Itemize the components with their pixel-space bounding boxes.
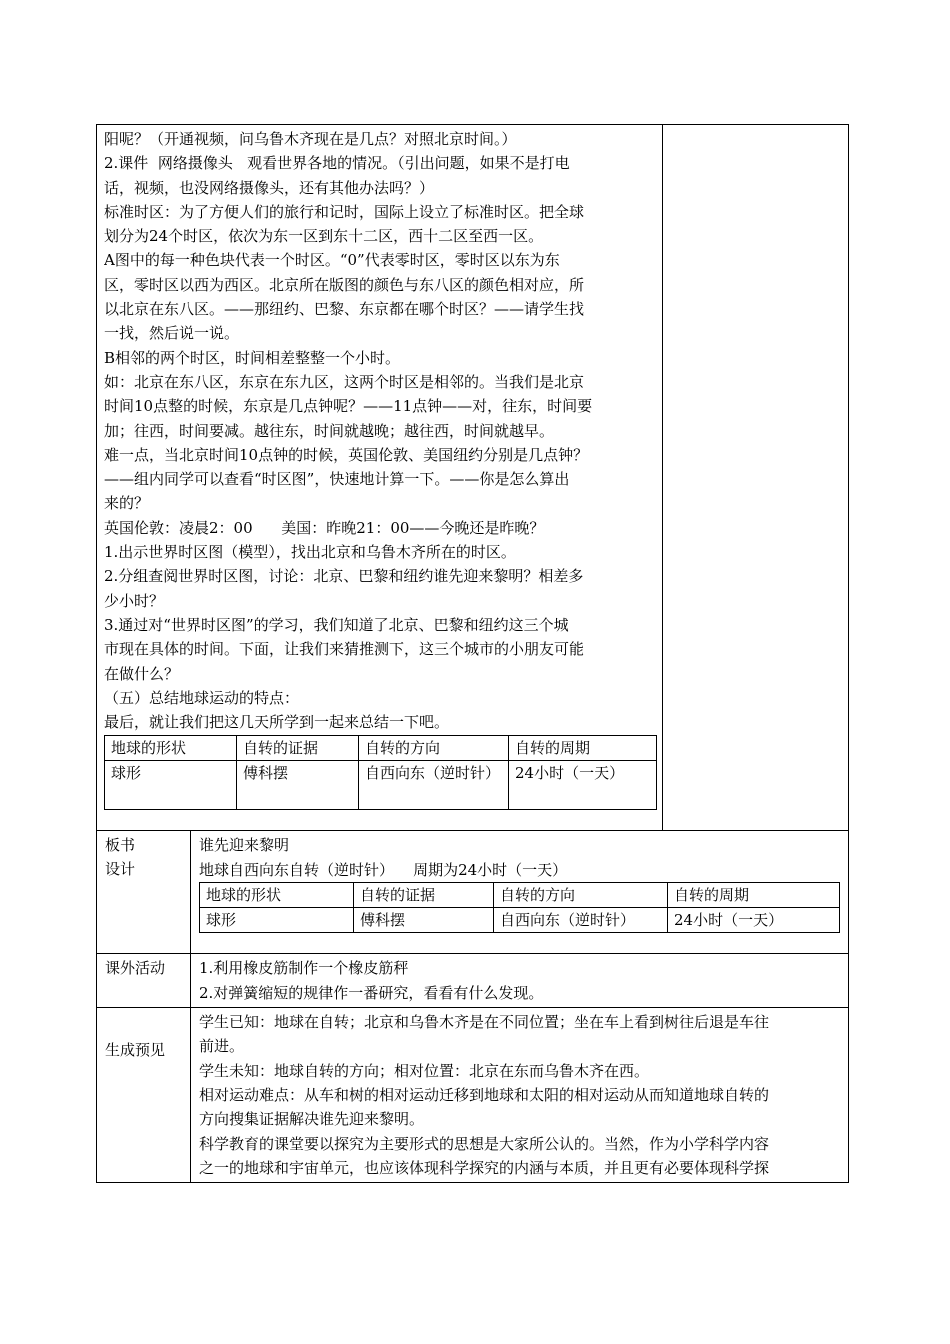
activities-row — [97, 954, 849, 1008]
board-table — [199, 882, 840, 933]
text-line: 话，视频，也没网络摄像头，还有其他办法吗？） — [104, 178, 435, 197]
summary-data-cell: 24小时（一天） — [509, 761, 657, 810]
text-line: B相邻的两个时区，时间相差整整一个小时。 — [104, 348, 401, 367]
board-label-cell — [97, 831, 191, 954]
summary-header-cell: 自转的证据 — [237, 736, 359, 761]
text-line: 英国伦敦：凌晨2：00 美国：昨晚21：00——今晚还是昨晚？ — [104, 518, 545, 537]
text-line: 2.分组查阅世界时区图，讨论：北京、巴黎和纽约谁先迎来黎明？相差多 — [104, 567, 584, 586]
board-subtitle: 地球自西向东自转（逆时针） 周期为24小时（一天） — [199, 860, 568, 879]
text-line: 难一点，当北京时间10点钟的时候，英国伦敦、美国纽约分别是几点钟？ — [104, 445, 589, 464]
activities-label: 课外活动 — [97, 954, 191, 1008]
text-line: 最后，就让我们把这几天所学到一起来总结一下吧。 — [104, 713, 450, 732]
preview-label-cell — [97, 1008, 191, 1183]
text-line: 科学教育的课堂要以探究为主要形式的思想是大家所公认的。当然，作为小学科学内容 — [199, 1134, 770, 1153]
preview-row — [97, 1008, 849, 1183]
board-data-cell: 自西向东（逆时针） — [494, 908, 668, 933]
text-line: 一找，然后说一说。 — [104, 324, 240, 343]
summary-data-cell: 傅科摆 — [237, 761, 359, 810]
text-line: 学生未知：地球自转的方向；相对位置：北京在东而乌鲁木齐在西。 — [199, 1061, 650, 1080]
text-line: 相对运动难点：从车和树的相对运动迁移到地球和太阳的相对运动从而知道地球自转的 — [199, 1085, 770, 1104]
preview-content — [191, 1008, 849, 1183]
board-data-row — [200, 908, 840, 933]
summary-data-cell: 自西向东（逆时针） — [359, 761, 509, 810]
text-line: 1.出示世界时区图（模型），找出北京和乌鲁木齐所在的时区。 — [104, 543, 516, 562]
lesson-plan-table — [96, 124, 849, 1183]
board-title: 谁先迎来黎明 — [199, 836, 290, 855]
lesson-text — [104, 127, 655, 734]
text-line: 2.课件 网络摄像头 观看世界各地的情况。（引出问题，如果不是打电 — [104, 154, 570, 173]
text-line: A图中的每一种色块代表一个时区。“0”代表零时区，零时区以东为东 — [104, 251, 560, 270]
text-line: 阳呢？（开通视频，问乌鲁木齐现在是几点？对照北京时间。） — [104, 130, 517, 148]
board-header-row — [200, 883, 840, 908]
board-data-cell: 傅科摆 — [354, 908, 494, 933]
notes-cell — [663, 125, 849, 831]
text-line: 标准时区：为了方便人们的旅行和记时，国际上设立了标准时区。把全球 — [104, 202, 585, 221]
summary-header-cell: 自转的方向 — [359, 736, 509, 761]
board-data-cell: 球形 — [200, 908, 354, 933]
board-header-cell: 地球的形状 — [200, 883, 354, 908]
text-line: 3.通过对“世界时区图”的学习，我们知道了北京、巴黎和纽约这三个城 — [104, 615, 569, 634]
summary-header-row — [105, 736, 657, 761]
summary-table — [104, 735, 657, 810]
preview-text — [199, 1010, 840, 1180]
text-line: 在做什么？ — [104, 664, 180, 683]
summary-data-row — [105, 761, 657, 810]
lesson-process-row — [97, 125, 849, 831]
board-label-line: 设计 — [105, 860, 136, 879]
text-line: ——组内同学可以查看“时区图”，快速地计算一下。——你是怎么算出 — [104, 470, 570, 489]
summary-data-cell: 球形 — [105, 761, 237, 810]
board-label-line: 板书 — [105, 836, 136, 855]
text-line: 市现在具体的时间。下面，让我们来猜推测下，这三个城市的小朋友可能 — [104, 640, 585, 659]
preview-label: 生成预见 — [105, 1041, 166, 1060]
activity-item: 1.利用橡皮筋制作一个橡皮筋秤 — [199, 959, 409, 978]
summary-header-cell: 地球的形状 — [105, 736, 237, 761]
text-line: 之一的地球和宇宙单元，也应该体现科学探究的内涵与本质，并且更有必要体现科学探 — [199, 1158, 770, 1177]
text-line: 如：北京在东八区，东京在东九区，这两个时区是相邻的。当我们是北京 — [104, 372, 585, 391]
text-line: 前进。 — [199, 1037, 245, 1056]
activity-item: 2.对弹簧缩短的规律作一番研究，看看有什么发现。 — [199, 983, 544, 1002]
board-data-cell: 24小时（一天） — [668, 908, 840, 933]
board-header-cell: 自转的周期 — [668, 883, 840, 908]
text-line: 划分为24个时区，依次为东一区到东十二区，西十二区至西一区。 — [104, 227, 544, 246]
text-line: 时间10点整的时候，东京是几点钟呢？——11点钟——对，往东，时间要 — [104, 397, 593, 416]
lesson-process-cell — [97, 125, 663, 831]
activities-content — [191, 954, 849, 1008]
board-header-cell: 自转的证据 — [354, 883, 494, 908]
board-design-row — [97, 831, 849, 954]
text-line: （五）总结地球运动的特点： — [104, 688, 300, 707]
text-line: 学生已知：地球在自转；北京和乌鲁木齐是在不同位置；坐在车上看到树往后退是车往 — [199, 1013, 770, 1032]
text-line: 区，零时区以西为西区。北京所在版图的颜色与东八区的颜色相对应，所 — [104, 275, 585, 294]
board-content-cell — [191, 831, 849, 954]
text-line: 以北京在东八区。——那纽约、巴黎、东京都在哪个时区？——请学生找 — [104, 300, 585, 319]
summary-header-cell: 自转的周期 — [509, 736, 657, 761]
text-line: 方向搜集证据解决谁先迎来黎明。 — [199, 1110, 425, 1129]
board-header-cell: 自转的方向 — [494, 883, 668, 908]
text-line: 加；往西，时间要减。越往东，时间就越晚；越往西，时间就越早。 — [104, 421, 555, 440]
text-line: 少小时？ — [104, 591, 165, 610]
text-line: 来的？ — [104, 494, 150, 513]
